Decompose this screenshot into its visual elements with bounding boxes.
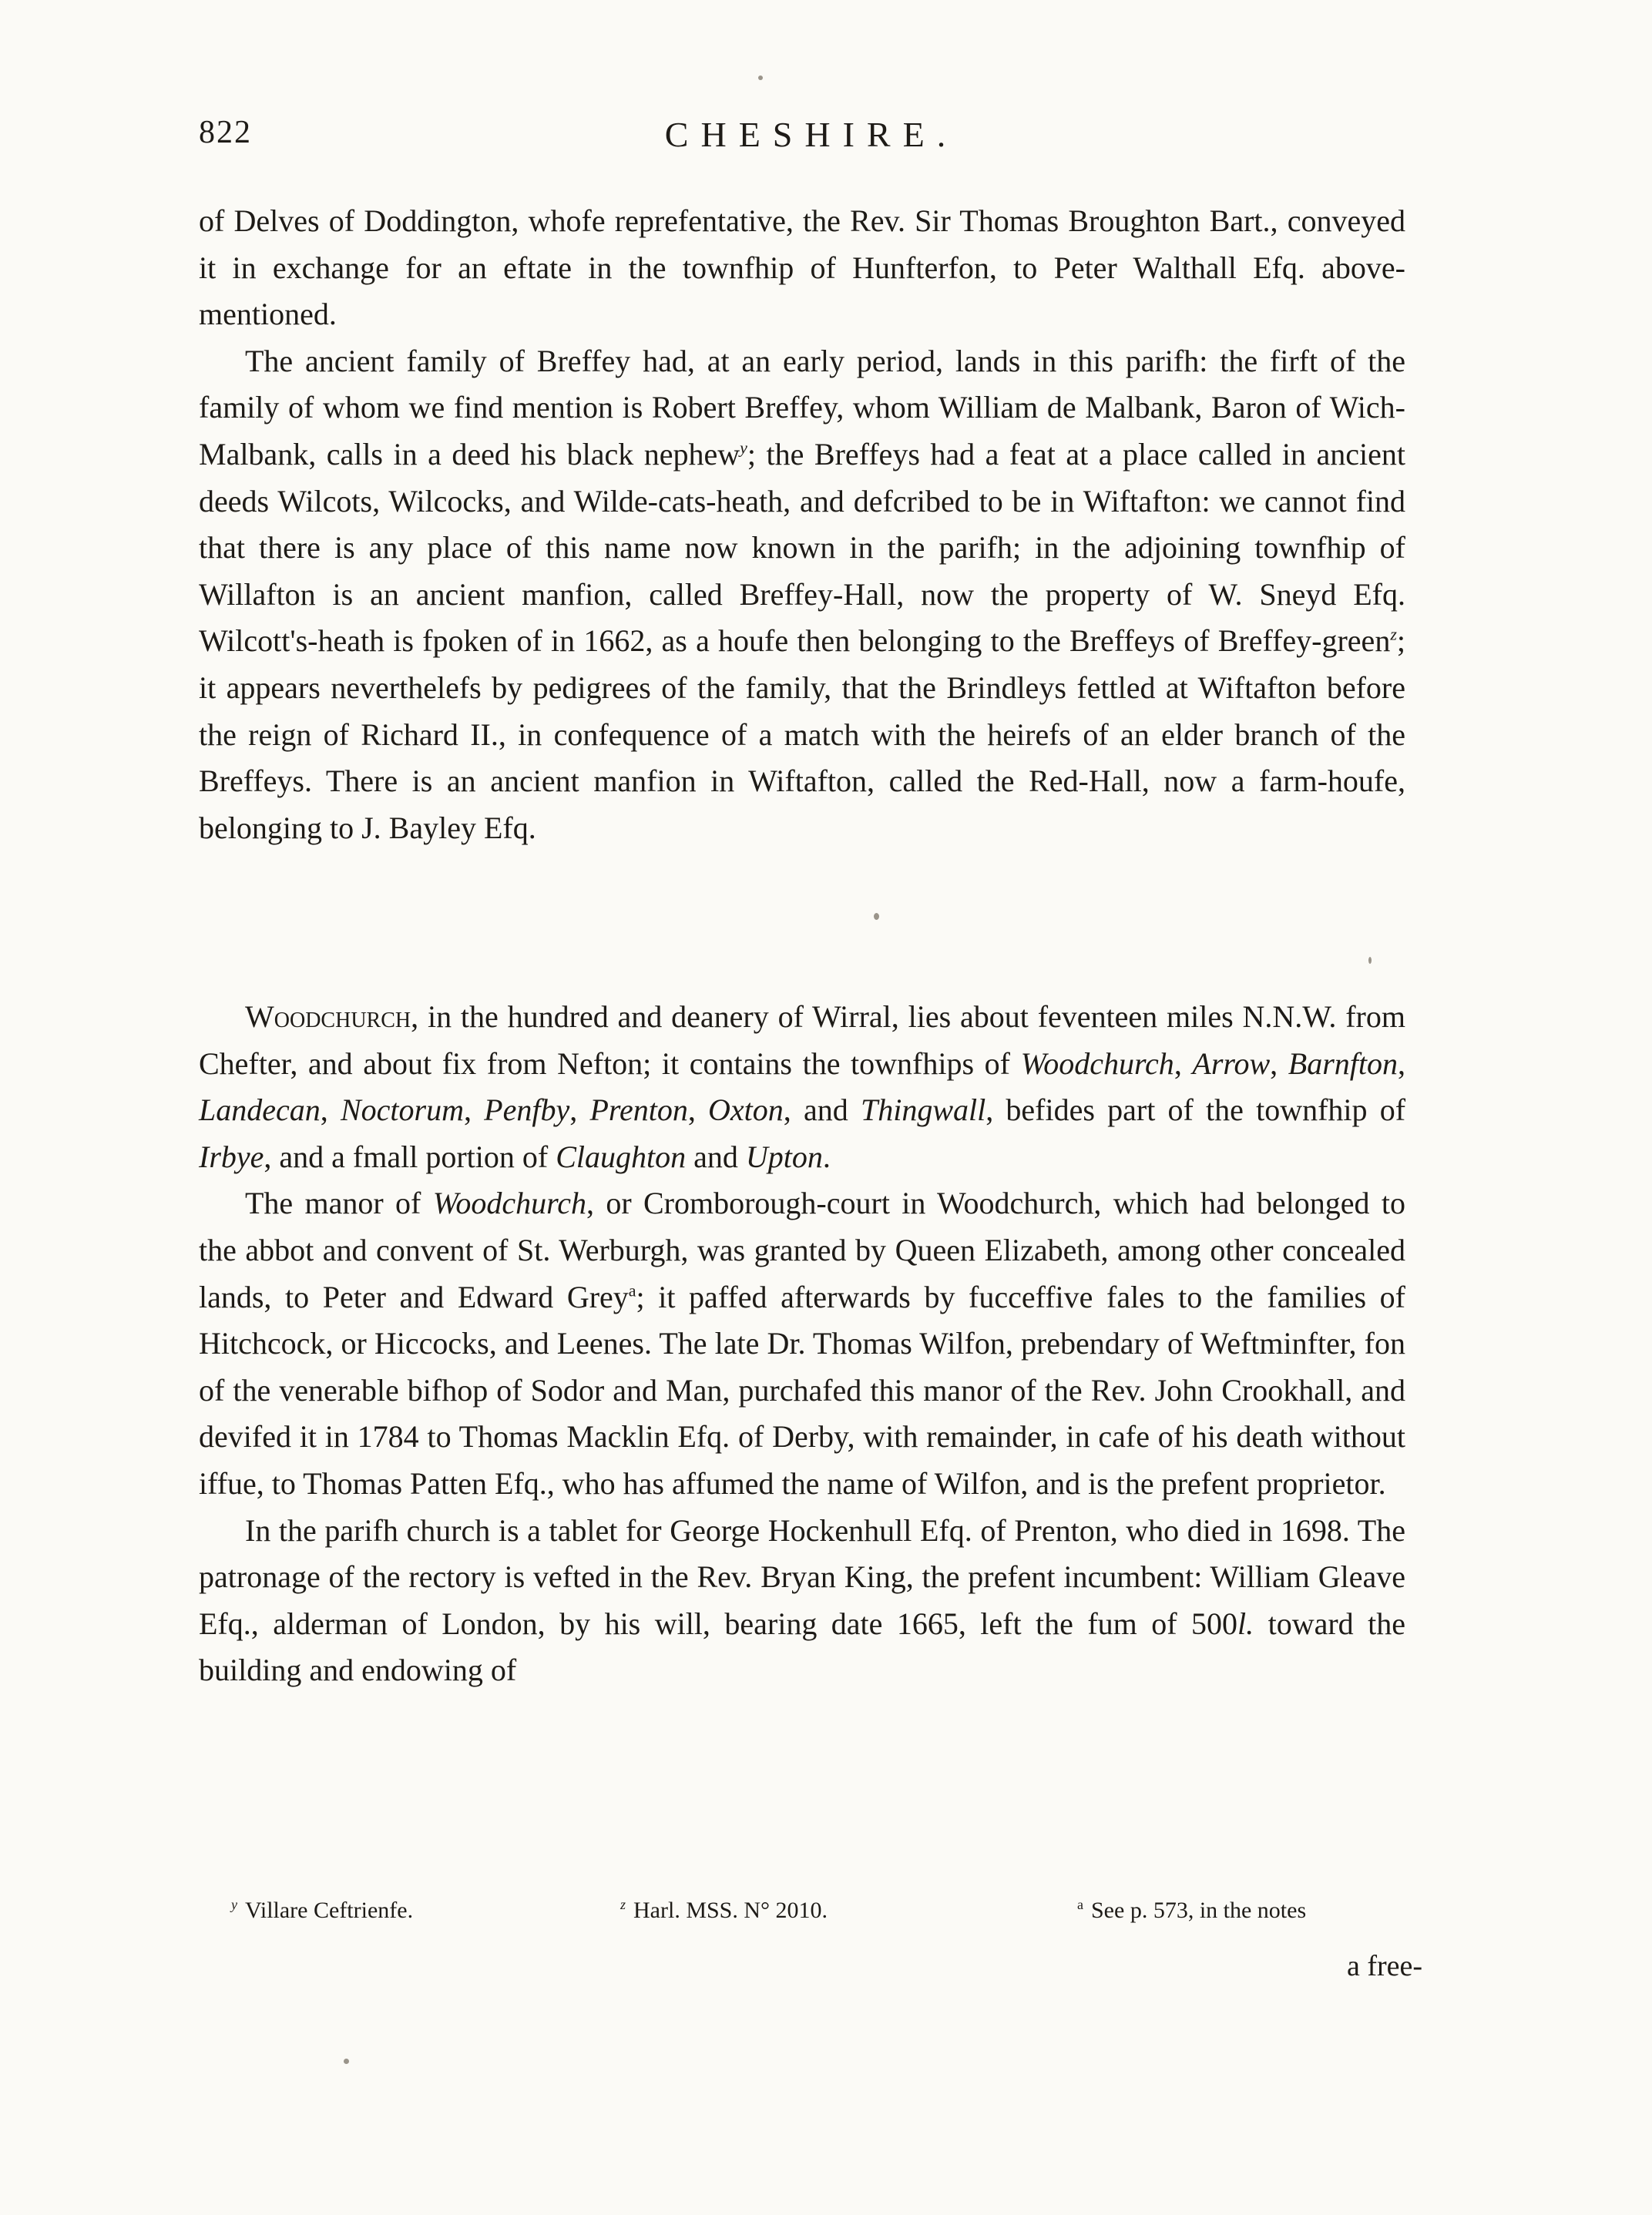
pound-sign: l. xyxy=(1237,1606,1254,1641)
paragraph-text: , and a fmall portion of xyxy=(264,1139,556,1174)
footnote-mark: z xyxy=(620,1897,626,1912)
township-name: Upton xyxy=(745,1139,823,1174)
page-number: 822 xyxy=(199,115,252,150)
footnote-y xyxy=(231,1897,413,1924)
manor-name: Woodchurch xyxy=(432,1186,586,1221)
footnotes xyxy=(231,1897,1418,1935)
township-name: Barnfton xyxy=(1288,1045,1398,1081)
township-name: Penfby xyxy=(484,1092,570,1128)
separator: , xyxy=(569,1092,590,1128)
paragraph-text: The manor of xyxy=(245,1186,433,1221)
township-name: Woodchurch xyxy=(1020,1045,1174,1081)
paragraph-text: In the parifh church is a tablet for George Hockenhull Efq. of Prenton, who died in 1698. The patronage of the rectory is vefted in the Rev. Bryan King, the prefent incumbent: William Gleave Efq., alderman of London, by his will, bearing date 1665, left the fum of 500 xyxy=(199,1512,1405,1641)
page-header xyxy=(199,114,1424,160)
separator: , xyxy=(1270,1045,1288,1081)
footnote-text: Harl. MSS. N° 2010. xyxy=(633,1898,828,1923)
paragraph-text: ; it paffed afterwards by fucceffive fales to the families of Hitchcock, or Hiccocks, and Leenes. The late Dr. Thomas Wilfon, prebendary of Weftminfter, fon of the venerable bifhop of Sodor and Man, purchafed this manor of the Rev. John Crookhall, and devifed it in 1784 to Thomas Macklin Efq. of Derby, with remainder, in cafe of his death without iffue, to Thomas Patten Efq., who has affumed the name of Wilfon, and is the prefent proprietor. xyxy=(199,1279,1405,1501)
text-block-woodchurch xyxy=(199,994,1405,1694)
paragraph-text: , or Cromborough-court in Woodchurch, which had belonged to the abbot and convent of St. Werburgh, was granted by Queen Elizabeth, among other concealed lands, to Peter and Edward Grey xyxy=(199,1186,1405,1314)
paragraph-text: ; the Breffeys had a feat at a place called in ancient deeds Wilcots, Wilcocks, and Wilde-cats-heath, and defcribed to be in Wiftafton: we cannot find that there is any place of this name now known in the parifh; in the adjoining townfhip of Willafton is an ancient manfion, called Breffey-Hall, now the property of W. Sneyd Efq. Wilcott's-heath is fpoken of in 1662, as a houfe then belonging to the Breffeys of Breffey-green xyxy=(199,436,1405,659)
paper-speck xyxy=(758,76,763,80)
township-name: Claughton xyxy=(556,1139,687,1174)
township-name: Prenton xyxy=(589,1092,688,1128)
footnote-mark: y xyxy=(231,1897,237,1912)
township-name: Noctorum xyxy=(340,1092,464,1128)
footnote-ref-y: y xyxy=(740,438,747,458)
paragraph-text: , befides part of the townfhip of xyxy=(985,1092,1406,1128)
text-block-top xyxy=(199,198,1405,851)
footnote-mark: a xyxy=(1077,1897,1083,1912)
separator: , xyxy=(320,1092,341,1128)
paragraph-text: and xyxy=(686,1139,746,1174)
catchword: a free- xyxy=(1347,1950,1423,1982)
paragraph-text: toward the building and endowing of xyxy=(199,1606,1405,1688)
running-title: CHESHIRE. xyxy=(664,115,959,154)
footnote-ref-z: z xyxy=(1390,625,1397,645)
paper-speck xyxy=(1368,957,1372,964)
township-name: Arrow xyxy=(1192,1045,1271,1081)
paragraph-woodchurch-parish xyxy=(199,994,1405,1180)
township-name: Oxton xyxy=(708,1092,784,1128)
paragraph-bressey xyxy=(199,338,1405,852)
parish-name: Woodchurch xyxy=(245,999,411,1034)
paragraph-doddington xyxy=(199,198,1405,338)
paper-speck xyxy=(874,913,879,920)
paragraph-text: The ancient family of Breffey had, at an early period, lands in this parifh: the firft of the family of whom we find mention is Robert Breffey, whom William de Malbank, Baron of Wich-Malbank, calls in a deed his black nephew xyxy=(199,343,1405,472)
paragraph-text: . xyxy=(822,1139,831,1174)
footnote-a xyxy=(1077,1897,1306,1924)
paragraph-manor xyxy=(199,1180,1405,1507)
footnote-ref-a: a xyxy=(628,1280,636,1300)
township-name: Irbye xyxy=(199,1139,264,1174)
footnote-text: See p. 573, in the notes xyxy=(1091,1898,1307,1923)
paragraph-text: ; it appears neverthelefs by pedigrees of the family, that the Brindleys fettled at Wiftafton before the reign of Richard II., in confequence of a match with the heirefs of an elder branch of the Breffeys. There is an ancient manfion in Wiftafton, called the Red-Hall, now a farm-houfe, belonging to J. Bayley Efq. xyxy=(199,623,1405,845)
paragraph-text: of Delves of Doddington, whofe reprefentative, the Rev. Sir Thomas Broughton Bart., conveyed it in exchange for an eftate in the townfhip of Hunfterfon, to Peter Walthall Efq. above-mentioned. xyxy=(199,203,1405,332)
separator: , xyxy=(1174,1045,1193,1081)
separator: , xyxy=(687,1092,709,1128)
separator: , and xyxy=(783,1092,861,1128)
township-name: Landecan xyxy=(199,1092,321,1128)
footnote-z xyxy=(620,1897,828,1924)
footnote-text: Villare Ceftrienfe. xyxy=(245,1898,414,1923)
paragraph-church xyxy=(199,1508,1405,1694)
township-name: Thingwall xyxy=(860,1092,986,1128)
paper-speck xyxy=(344,2059,349,2064)
separator: , xyxy=(1398,1045,1405,1081)
paragraph-text: , in the hundred and deanery of Wirral, lies about feventeen miles N.N.W. from Chefter, and about fix from Nefton; it contains the townfhips of xyxy=(199,999,1405,1081)
separator: , xyxy=(463,1092,485,1128)
